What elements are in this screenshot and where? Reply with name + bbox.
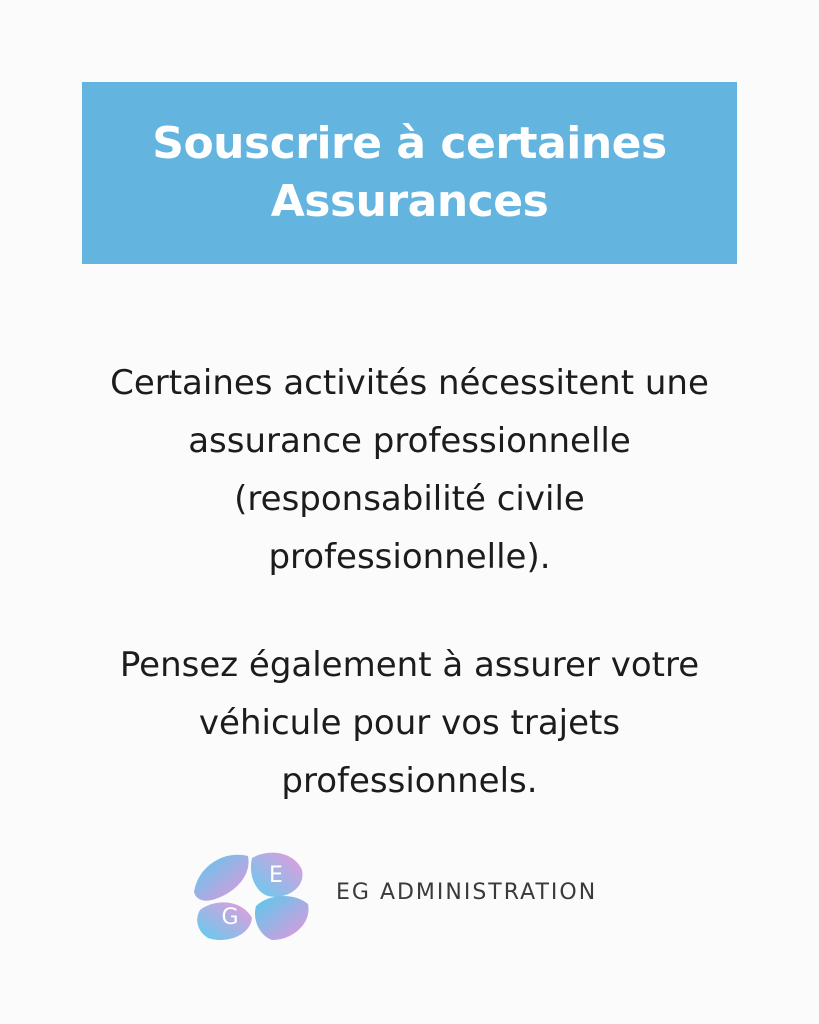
title-banner <box>82 82 737 264</box>
paragraph-line: Certaines activités nécessitent une <box>110 363 709 403</box>
logo-letter-g: G <box>221 905 239 930</box>
title-line-2: Assurances <box>270 176 549 227</box>
paragraph-line: (responsabilité civile <box>234 479 585 519</box>
paragraph-vehicle <box>40 636 779 810</box>
brand-name: EG ADMINISTRATION <box>336 880 598 905</box>
eg-logo-icon <box>190 848 314 944</box>
paragraph-insurance <box>40 354 779 586</box>
paragraph-line: professionnels. <box>281 761 538 801</box>
logo-letter-e: E <box>269 863 283 888</box>
paragraph-line: véhicule pour vos trajets <box>198 703 621 743</box>
paragraph-line: Pensez également à assurer votre <box>119 645 700 685</box>
title-line-1: Souscrire à certaines <box>152 118 667 169</box>
paragraph-line: assurance professionnelle <box>188 421 631 461</box>
paragraph-line: professionnelle). <box>268 537 551 577</box>
